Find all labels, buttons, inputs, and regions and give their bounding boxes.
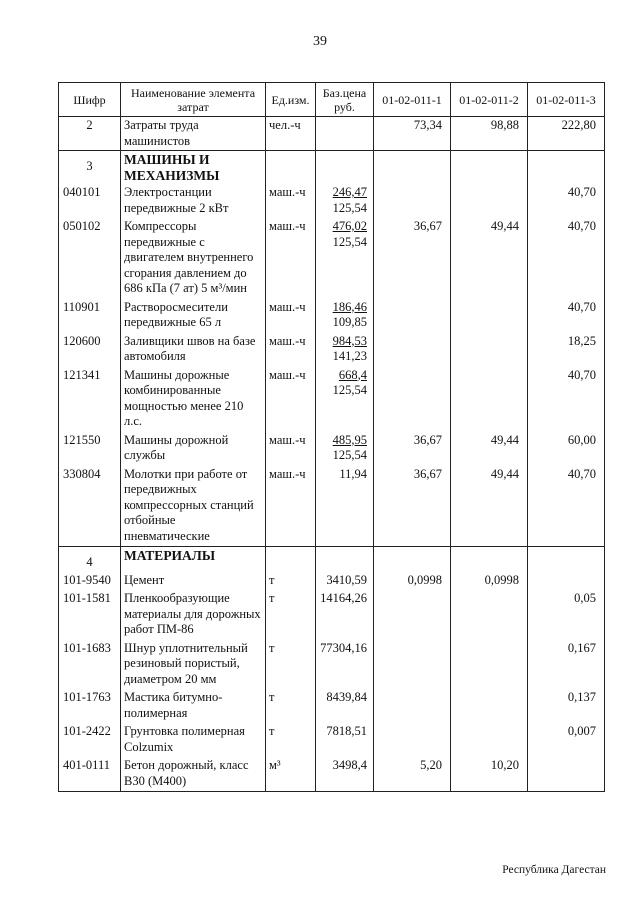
row-value-3: 222,80 [528,117,605,151]
row-value-1 [374,723,451,757]
price-base: 77304,16 [320,640,367,655]
row-value-1 [374,299,451,333]
row-name: Машины дорожные комбинированные мощностью менее 210 л.с. [121,367,266,432]
row-name: Машины дорожной службы [121,432,266,466]
row-name: МАТЕРИАЛЫ [121,547,266,572]
row-name: Заливщики швов на базе автомобиля [121,333,266,367]
price-base: 7818,51 [326,724,367,738]
row-value-1: 36,67 [374,432,451,466]
row-value-2 [451,333,528,367]
header-unit: Ед.изм. [266,83,316,117]
row-value-1 [374,151,451,185]
resource-table [58,82,605,792]
row-name: Бетон дорожный, класс B30 (M400) [121,757,266,792]
row-price [316,590,374,640]
table-header [59,83,605,117]
row-price [316,640,374,690]
row-value-3: 60,00 [528,432,605,466]
row-value-1 [374,333,451,367]
row-name: Электростанции передвижные 2 кВт [121,184,266,218]
price-base: 125,54 [332,234,367,249]
table-row [59,184,605,218]
row-unit: маш.-ч [266,184,316,218]
row-value-3 [528,757,605,792]
row-code: 3 [59,151,121,185]
price-base: 141,23 [332,349,367,363]
header-col1: 01-02-011-1 [374,83,451,117]
table-row [59,218,605,299]
price-base: 125,54 [332,383,367,397]
row-unit: т [266,689,316,723]
row-unit: маш.-ч [266,299,316,333]
row-name: Молотки при работе от передвижных компрессорных станций отбойные пневматические [121,466,266,547]
row-code: 101-2422 [59,723,121,757]
row-value-2 [451,640,528,690]
row-code: 050102 [59,218,121,299]
row-unit: маш.-ч [266,218,316,299]
row-value-3: 0,05 [528,590,605,640]
row-price [316,466,374,547]
row-value-2 [451,547,528,572]
row-value-3: 0,137 [528,689,605,723]
price-top: 476,02 [332,219,367,233]
table-row [59,723,605,757]
row-value-1: 36,67 [374,218,451,299]
row-price [316,117,374,151]
price-base: 8439,84 [326,690,367,704]
row-value-2 [451,689,528,723]
header-price: Баз.цена руб. [316,83,374,117]
row-price [316,333,374,367]
row-name: Растворосмесители передвижные 65 л [121,299,266,333]
row-unit: т [266,723,316,757]
row-unit: маш.-ч [266,432,316,466]
price-top: 668,4 [338,367,367,382]
row-price [316,723,374,757]
row-unit: т [266,640,316,690]
row-unit: т [266,572,316,591]
row-value-2 [451,299,528,333]
row-name: Грунтовка полимерная Colzumix [121,723,266,757]
row-price [316,432,374,466]
row-value-2: 49,44 [451,432,528,466]
table-row [59,117,605,151]
price-base: 109,85 [332,315,367,329]
row-value-1: 73,34 [374,117,451,151]
row-value-1: 0,0998 [374,572,451,591]
row-price [316,299,374,333]
row-value-2: 0,0998 [451,572,528,591]
row-name: Пленкообразующие материалы для дорожных работ ПМ-86 [121,590,266,640]
row-code: 110901 [59,299,121,333]
table-row [59,590,605,640]
row-value-2: 10,20 [451,757,528,792]
row-unit [266,151,316,185]
row-value-2 [451,723,528,757]
header-code: Шифр [59,83,121,117]
row-value-3: 40,70 [528,299,605,333]
row-code: 101-1581 [59,590,121,640]
row-value-2 [451,151,528,185]
row-unit: маш.-ч [266,466,316,547]
price-base: 3410,59 [326,572,367,587]
table-row [59,572,605,591]
row-value-3: 40,70 [528,218,605,299]
table-row [59,640,605,690]
page-number: 39 [313,34,327,49]
row-unit: т [266,590,316,640]
price-top: 186,46 [332,299,367,314]
row-price [316,757,374,792]
table-row [59,547,605,572]
row-price [316,367,374,432]
row-value-3 [528,572,605,591]
row-code: 101-1763 [59,689,121,723]
row-name: Шнур уплотнительный резиновый пористый, диаметром 20 мм [121,640,266,690]
row-price [316,572,374,591]
row-value-1 [374,547,451,572]
row-value-2 [451,184,528,218]
price-base: 3498,4 [332,758,367,772]
row-value-3 [528,151,605,185]
table-row [59,757,605,792]
row-code: 401-0111 [59,757,121,792]
table-row [59,432,605,466]
row-name: Цемент [121,572,266,591]
row-value-1 [374,689,451,723]
row-value-3: 18,25 [528,333,605,367]
row-value-1 [374,367,451,432]
row-value-1: 5,20 [374,757,451,792]
row-value-1: 36,67 [374,466,451,547]
row-value-3 [528,547,605,572]
row-value-3: 40,70 [528,466,605,547]
row-unit: м³ [266,757,316,792]
table-row [59,151,605,185]
row-unit: маш.-ч [266,333,316,367]
row-value-2 [451,367,528,432]
row-value-3: 0,167 [528,640,605,690]
row-code: 121341 [59,367,121,432]
row-name: Мастика битумно-полимерная [121,689,266,723]
row-price [316,184,374,218]
table-row [59,333,605,367]
header-name: Наименование элемента затрат [121,83,266,117]
row-code: 330804 [59,466,121,547]
row-price [316,689,374,723]
table-row [59,299,605,333]
row-code: 101-9540 [59,572,121,591]
row-unit: маш.-ч [266,367,316,432]
row-name: Компрессоры передвижные с двигателем внутреннего сгорания давлением до 686 кПа (7 ат) 5 м³/мин [121,218,266,299]
row-value-3: 40,70 [528,184,605,218]
row-name: Затраты труда машинистов [121,117,266,151]
price-top: 485,95 [332,432,367,447]
price-top: 984,53 [332,333,367,348]
row-code: 4 [59,547,121,572]
row-price [316,218,374,299]
row-value-2 [451,590,528,640]
table-row [59,367,605,432]
row-unit: чел.-ч [266,117,316,151]
row-price [316,547,374,572]
row-code: 121550 [59,432,121,466]
row-code: 120600 [59,333,121,367]
row-unit [266,547,316,572]
row-code: 2 [59,117,121,151]
header-col3: 01-02-011-3 [528,83,605,117]
row-value-3: 0,007 [528,723,605,757]
row-name: МАШИНЫ И МЕХАНИЗМЫ [121,151,266,185]
row-code: 101-1683 [59,640,121,690]
row-value-2: 98,88 [451,117,528,151]
row-value-3: 40,70 [528,367,605,432]
row-value-1 [374,640,451,690]
price-base: 125,54 [332,448,367,462]
row-value-1 [374,184,451,218]
price-base: 125,54 [332,200,367,215]
header-col2: 01-02-011-2 [451,83,528,117]
row-value-2: 49,44 [451,466,528,547]
price-base: 11,94 [339,466,367,481]
price-top: 246,47 [332,185,367,199]
row-value-2: 49,44 [451,218,528,299]
price-base: 14164,26 [320,591,367,605]
row-code: 040101 [59,184,121,218]
row-price [316,151,374,185]
row-value-1 [374,590,451,640]
table-row [59,689,605,723]
table-row [59,466,605,547]
footer-region: Республика Дагестан [502,864,606,876]
